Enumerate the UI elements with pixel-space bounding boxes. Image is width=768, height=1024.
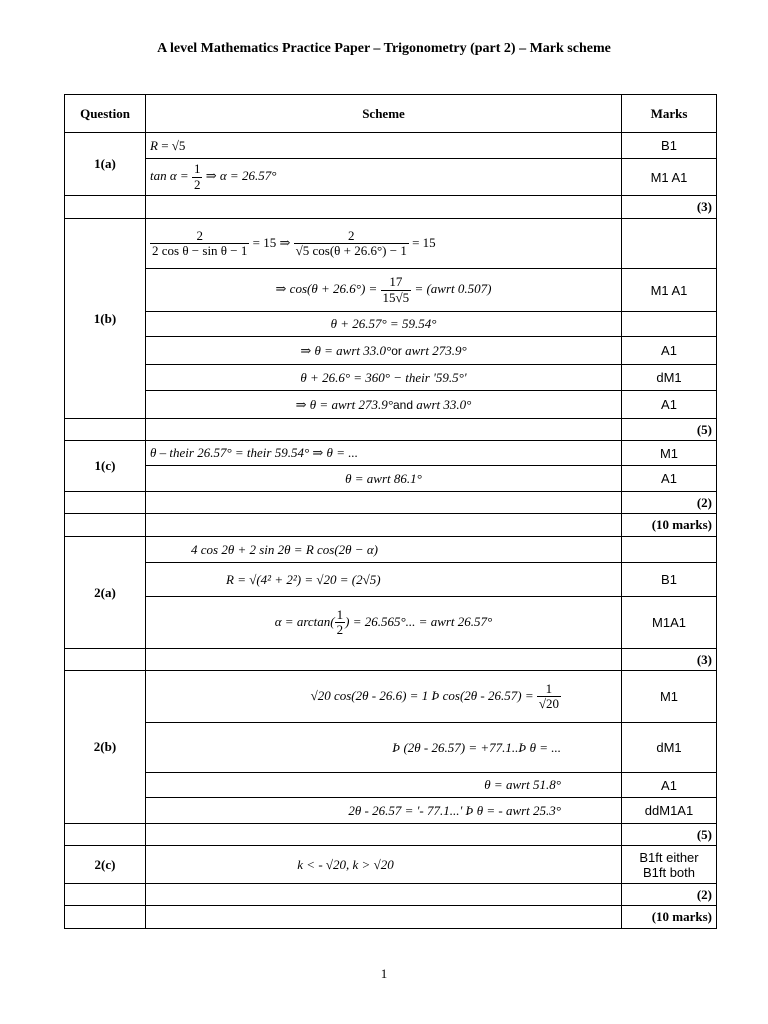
page-title: A level Mathematics Practice Paper – Trigonometry (part 2) – Mark scheme bbox=[157, 41, 611, 56]
question-label: 1(a) bbox=[65, 133, 146, 196]
subtotal-row bbox=[65, 649, 717, 671]
table-row bbox=[65, 466, 717, 492]
subtotal: (5) bbox=[622, 419, 717, 441]
table-row bbox=[65, 337, 717, 365]
mark-cell: B1 bbox=[622, 563, 717, 597]
scheme-cell: θ = awrt 51.8° bbox=[146, 773, 622, 798]
table-row bbox=[65, 133, 717, 159]
scheme-header: Scheme bbox=[146, 95, 622, 133]
scheme-cell: R = √(4² + 2²) = √20 = (2√5) bbox=[146, 563, 622, 597]
subtotal-row bbox=[65, 196, 717, 219]
question-label: 1(b) bbox=[65, 219, 146, 419]
table-row bbox=[65, 159, 717, 196]
scheme-cell: k < - √20, k > √20 bbox=[146, 846, 622, 884]
marks-total: (10 marks) bbox=[622, 514, 717, 537]
scheme-cell: 4 cos 2θ + 2 sin 2θ = R cos(2θ − α) bbox=[146, 537, 622, 563]
scheme-cell: ⇒ θ = awrt 273.9°and awrt 33.0° bbox=[146, 391, 622, 419]
table-row bbox=[65, 219, 717, 269]
mark-cell bbox=[622, 312, 717, 337]
question-label: 1(c) bbox=[65, 441, 146, 492]
subtotal: (2) bbox=[622, 884, 717, 906]
subtotal: (2) bbox=[622, 492, 717, 514]
table-row bbox=[65, 597, 717, 649]
table-row bbox=[65, 441, 717, 466]
page-number: 1 bbox=[380, 966, 388, 981]
mark-cell bbox=[622, 537, 717, 563]
table-row bbox=[65, 537, 717, 563]
mark-cell: A1 bbox=[622, 466, 717, 492]
scheme-cell: α = arctan( $\frac{1}{2}$ ) = 26.565°... = awrt 26.57° bbox=[146, 597, 622, 649]
subtotal-row bbox=[65, 419, 717, 441]
marks-total-row bbox=[65, 514, 717, 537]
scheme-cell: $\frac{2}{\text{2 cos θ − sin θ − 1}}$ = 15 ⇒ $\frac{2}{√5 \cos(\theta + 26.6^\circ) - 1}$ = 15 bbox=[146, 219, 622, 269]
mark-cell: B1 bbox=[622, 133, 717, 159]
mark-cell: dM1 bbox=[622, 365, 717, 391]
table-row bbox=[65, 391, 717, 419]
marks-total: (10 marks) bbox=[622, 906, 717, 929]
marks-total-row bbox=[65, 906, 717, 929]
mark-cell: M1A1 bbox=[622, 597, 717, 649]
table-row bbox=[65, 846, 717, 884]
mark-line-1: B1ft either bbox=[639, 849, 699, 865]
scheme-cell: ⇒ cos(θ + 26.6°) = $\frac{17}{15√5}$ = (awrt 0.507) bbox=[146, 269, 622, 312]
table-row bbox=[65, 563, 717, 597]
scheme-cell: 2θ - 26.57 = '- 77.1...' Þ θ = - awrt 25.3° bbox=[146, 798, 622, 824]
table-row bbox=[65, 269, 717, 312]
mark-line-2: B1ft both bbox=[642, 864, 696, 880]
question-label: 2(a) bbox=[65, 537, 146, 649]
mark-cell: M1 bbox=[622, 671, 717, 723]
scheme-cell: ⇒ θ = awrt 33.0°or awrt 273.9° bbox=[146, 337, 622, 365]
mark-cell: dM1 bbox=[622, 723, 717, 773]
scheme-cell: θ + 26.57° = 59.54° bbox=[146, 312, 622, 337]
scheme-cell: θ – their 26.57° = their 59.54° ⇒ θ = ... bbox=[146, 441, 622, 466]
mark-scheme-table bbox=[64, 94, 717, 929]
scheme-cell: √20 cos(2θ - 26.6) = 1 Þ cos(2θ - 26.57) = $\frac{1}{√20}$ bbox=[146, 671, 622, 723]
scheme-cell: Þ (2θ - 26.57) = +77.1..Þ θ = ... bbox=[146, 723, 622, 773]
subtotal: (5) bbox=[622, 824, 717, 846]
mark-cell: A1 bbox=[622, 773, 717, 798]
table-row bbox=[65, 773, 717, 798]
mark-cell bbox=[622, 846, 717, 884]
question-header: Question bbox=[65, 95, 146, 133]
mark-cell bbox=[622, 219, 717, 269]
mark-cell: M1 A1 bbox=[622, 159, 717, 196]
question-label: 2(c) bbox=[65, 846, 146, 884]
scheme-cell: R = √5 bbox=[146, 133, 622, 159]
subtotal: (3) bbox=[622, 649, 717, 671]
subtotal-row bbox=[65, 824, 717, 846]
mark-cell: A1 bbox=[622, 391, 717, 419]
subtotal: (3) bbox=[622, 196, 717, 219]
marks-header: Marks bbox=[622, 95, 717, 133]
mark-cell: M1 bbox=[622, 441, 717, 466]
subtotal-row bbox=[65, 884, 717, 906]
mark-cell: M1 A1 bbox=[622, 269, 717, 312]
subtotal-row bbox=[65, 492, 717, 514]
table-row bbox=[65, 798, 717, 824]
scheme-cell: tan α = $\frac{1}{2}$ ⇒ α = 26.57° bbox=[146, 159, 622, 196]
mark-cell: ddM1A1 bbox=[622, 798, 717, 824]
mark-cell: A1 bbox=[622, 337, 717, 365]
question-label: 2(b) bbox=[65, 671, 146, 824]
table-row bbox=[65, 312, 717, 337]
scheme-cell: θ = awrt 86.1° bbox=[146, 466, 622, 492]
table-header-row bbox=[65, 95, 717, 133]
scheme-cell: θ + 26.6° = 360° − their '59.5°' bbox=[146, 365, 622, 391]
table-row bbox=[65, 671, 717, 723]
table-row bbox=[65, 723, 717, 773]
table-row bbox=[65, 365, 717, 391]
